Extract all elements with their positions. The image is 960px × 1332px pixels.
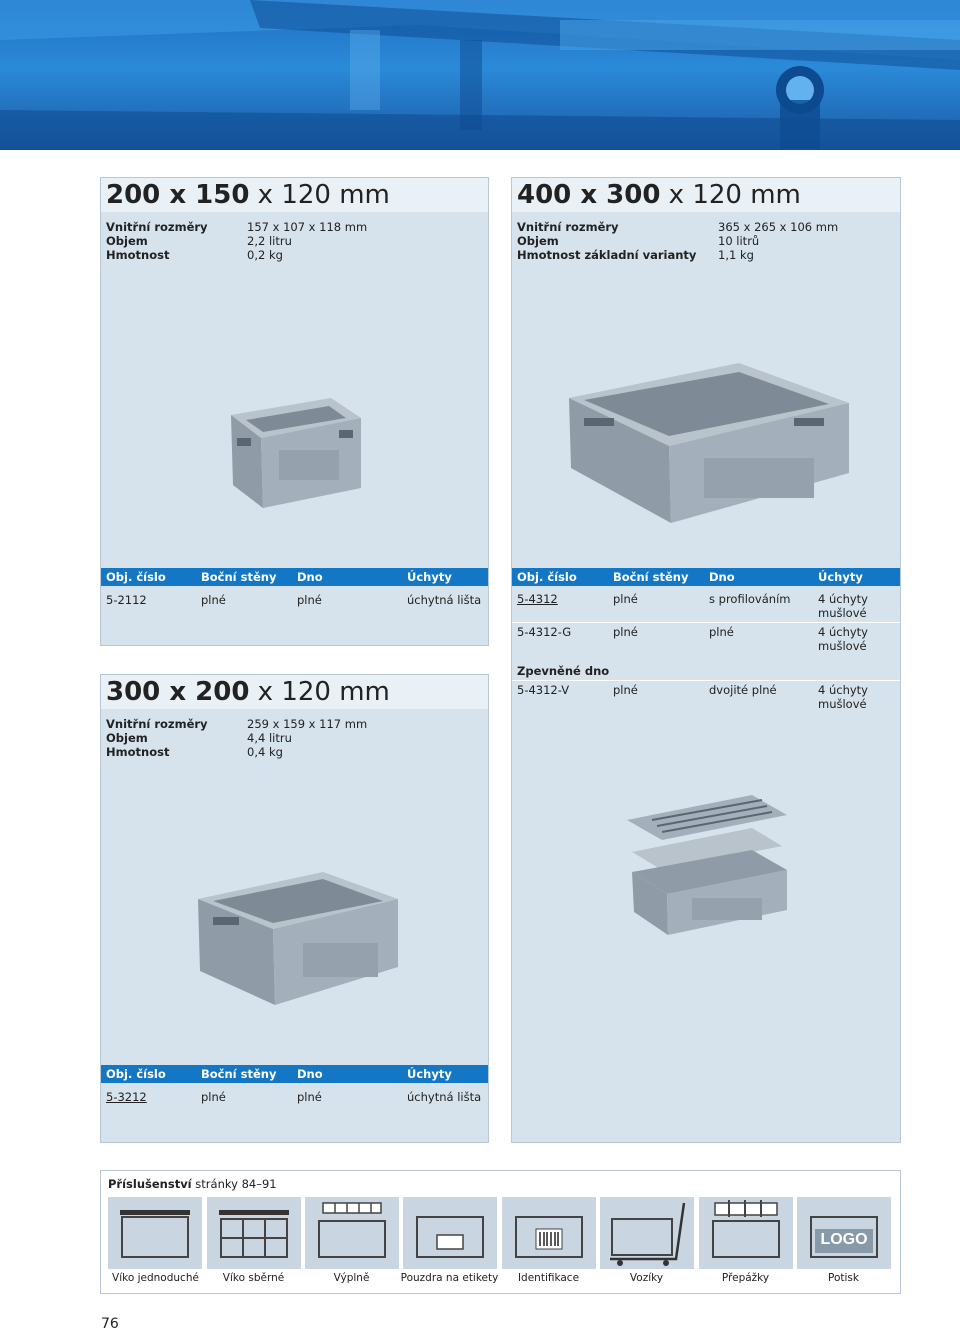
- accessory-label-holders[interactable]: [403, 1197, 497, 1269]
- accessory-label: Identifikace: [517, 1272, 580, 1284]
- table-row: 5-4312-G plné plné 4 úchyty mušlové: [512, 622, 900, 654]
- accessory-label: Pouzdra na etikety: [400, 1272, 499, 1284]
- product-image-crate-large: [564, 358, 854, 528]
- table-header: Obj. číslo Boční stěny Dno Úchyty: [512, 568, 900, 586]
- table-header: Obj. číslo Boční stěny Dno Úchyty: [101, 1065, 488, 1083]
- spec-list: Vnitřní rozměry 259 x 159 x 117 mm Objem 4,4 litru Hmotnost 0,4 kg: [106, 717, 368, 759]
- accessory-lid-stacking[interactable]: [207, 1197, 301, 1269]
- product-title: 400 x 300 x 120 mm: [512, 178, 900, 212]
- logo-label: LOGO: [820, 1231, 868, 1248]
- product-title: 200 x 150 x 120 mm: [101, 178, 488, 212]
- product-image-exploded-crate: [622, 790, 792, 940]
- header-banner-image: [0, 0, 960, 150]
- product-card-300x200: 300 x 200 x 120 mm Vnitřní rozměry 259 x 159 x 117 mm Objem 4,4 litru Hmotnost 0,4 kg Obj. číslo Boční stěny Dno Úchyty 5-3212 plné plné úchytná lišta: [100, 674, 489, 1143]
- accessory-printing[interactable]: [797, 1197, 891, 1269]
- accessory-label: Potisk: [828, 1272, 859, 1284]
- product-image-crate-medium: [193, 867, 403, 1009]
- accessory-dividers[interactable]: [699, 1197, 793, 1269]
- table-header: Obj. číslo Boční stěny Dno Úchyty: [101, 568, 488, 586]
- accessory-label: Přepážky: [721, 1272, 770, 1284]
- accessories-title: Příslušenství stránky 84–91: [108, 1177, 277, 1191]
- accessories-panel: [100, 1170, 901, 1294]
- table-row: 5-4312-V plné dvojité plné 4 úchyty mušlové: [512, 680, 900, 712]
- accessory-identification[interactable]: [502, 1197, 596, 1269]
- accessory-inserts[interactable]: [305, 1197, 399, 1269]
- accessory-trolleys[interactable]: [600, 1197, 694, 1269]
- spec-list: Vnitřní rozměry 365 x 265 x 106 mm Objem 10 litrů Hmotnost základní varianty 1,1 kg: [517, 220, 839, 262]
- page-number: 76: [101, 1316, 119, 1332]
- table-row: 5-4312 plné s profilováním 4 úchyty mušlové: [517, 592, 868, 620]
- spec-list: Vnitřní rozměry 157 x 107 x 118 mm Objem 2,2 litru Hmotnost 0,2 kg: [106, 220, 368, 262]
- product-title: 300 x 200 x 120 mm: [101, 675, 488, 709]
- accessory-label: Vozíky: [629, 1272, 664, 1284]
- product-image-crate-small: [221, 390, 371, 515]
- accessory-label: Výplně: [333, 1272, 370, 1284]
- accessory-label: Víko jednoduché: [112, 1272, 199, 1284]
- reinforced-section-title: Zpevněné dno: [517, 664, 610, 678]
- product-card-200x150: 200 x 150 x 120 mm Vnitřní rozměry 157 x 107 x 118 mm Objem 2,2 litru Hmotnost 0,2 kg Obj. číslo Boční stěny Dno Úchyty 5-2112 plné plné úchytná lišta: [100, 177, 489, 646]
- accessory-label: Víko sběrné: [222, 1272, 285, 1284]
- product-card-400x300: [511, 177, 901, 1143]
- accessory-lid-simple[interactable]: [108, 1197, 202, 1269]
